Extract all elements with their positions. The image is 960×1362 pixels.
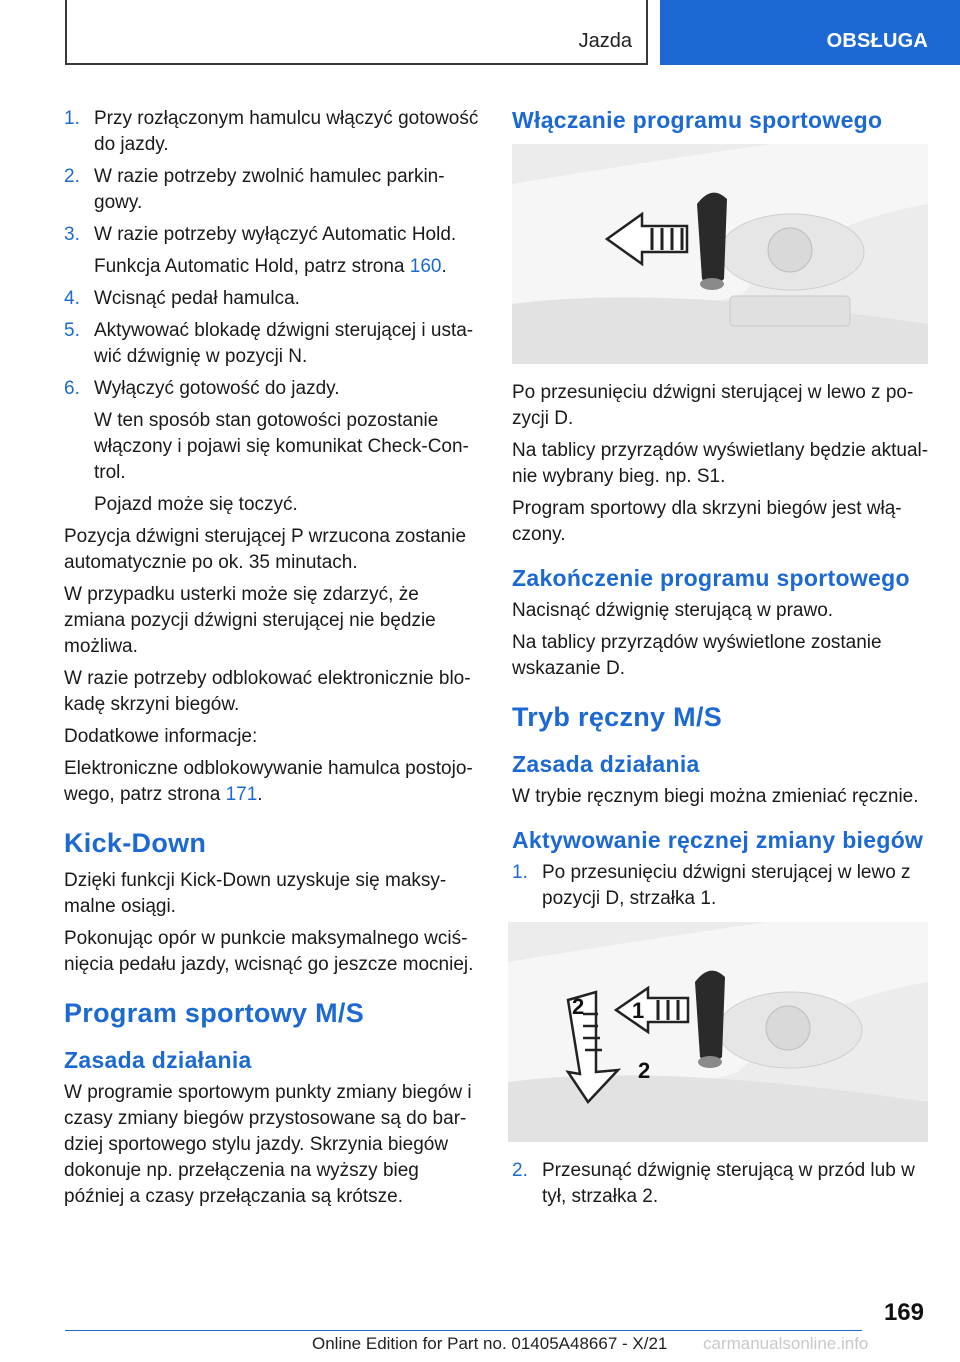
step-note: Pojazd może się toczyć.: [94, 494, 298, 515]
step-number: 5.: [64, 320, 80, 341]
paragraph: [64, 756, 482, 808]
paragraph: Pokonując opór w punkcie maksymalnego wciś‐nięcia pedału jazdy, wcisnąć go jeszcze mocniej.: [64, 928, 474, 975]
step-number: 6.: [64, 378, 80, 399]
arrow-label-2a: 2: [572, 994, 585, 1019]
paragraph: Dzięki funkcji Kick-Down uzyskuje się maksy‐malne osiągi.: [64, 870, 447, 917]
page-link-160[interactable]: 160: [409, 256, 442, 277]
heading-activate-sport: Włączanie programu sportowego: [512, 107, 883, 133]
paragraph: W razie potrzeby odblokować elektronicznie blo‐kadę skrzyni biegów.: [64, 668, 471, 715]
step-item: [64, 222, 482, 248]
page-link-171[interactable]: 171: [225, 784, 258, 805]
step-text: W razie potrzeby zwolnić hamulec parkin‐gowy.: [94, 166, 445, 213]
subheading-principle: Zasada działania: [64, 1047, 252, 1073]
step-number: 3.: [64, 224, 80, 245]
page-number: 169: [883, 1299, 924, 1326]
heading-manual-mode: Tryb ręczny M/S: [512, 702, 723, 732]
step-text: Przy rozłączonym hamulcu włączyć gotowość do jazdy.: [94, 108, 479, 155]
left-column: [64, 106, 482, 1216]
paragraph: W programie sportowym punkty zmiany biegów i czasy zmiany biegów przystosowane są do bar‐dziej sportowego stylu jazdy. Skrzynia biegów dokonuje np. przełączenia na wyższy bieg później a czasy przełączania są krótsze.: [64, 1082, 472, 1207]
footer-rule: [65, 1330, 862, 1331]
paragraph: Na tablicy przyrządów wyświetlone zostanie wskazanie D.: [512, 632, 882, 679]
paragraph: Na tablicy przyrządów wyświetlany będzie aktual‐nie wybrany bieg. np. S1.: [512, 440, 929, 487]
arrow-label-1: 1: [632, 998, 645, 1023]
step-item: [512, 1158, 930, 1210]
chapter-tab[interactable]: [660, 0, 960, 65]
arrow-label-2b: 2: [638, 1058, 651, 1083]
gear-selector-photo-1: [512, 144, 928, 364]
step-text: Po przesunięciu dźwigni sterującej w lewo z pozycji D, strzałka 1.: [542, 862, 911, 909]
step-note: W ten sposób stan gotowości pozostanie włączony i pojawi się komunikat Check-Con‐trol.: [94, 410, 469, 483]
section-title: Jazda: [578, 30, 632, 52]
paragraph: Program sportowy dla skrzyni biegów jest włą‐czony.: [512, 498, 902, 545]
header-frame: [65, 0, 648, 65]
step-text: Przesunąć dźwignię sterującą w przód lub w tył, strzałka 2.: [542, 1160, 915, 1207]
step-text: Wyłączyć gotowość do jazdy.: [94, 378, 340, 399]
paragraph: Nacisnąć dźwignię sterującą w prawo.: [512, 600, 834, 621]
watermark: carmanualsonline.info: [703, 1334, 869, 1353]
subheading-principle: Zasada działania: [512, 751, 700, 777]
step-text: W razie potrzeby wyłączyć Automatic Hold.: [94, 224, 457, 245]
gear-selector-photo-2: [508, 922, 928, 1142]
step-number: 1.: [64, 108, 80, 129]
step-item: [64, 376, 482, 402]
gear-selector-manual-illustration: [508, 922, 928, 1142]
heading-kickdown: Kick-Down: [64, 828, 207, 858]
gear-selector-illustration: [512, 144, 928, 364]
step-number: 2.: [64, 166, 80, 187]
right-column: [512, 106, 930, 1216]
paragraph-punct: .: [257, 784, 263, 805]
edition-note: Online Edition for Part no. 01405A48667 - X/21: [312, 1334, 668, 1353]
subheading-activate-manual: Aktywowanie ręcznej zmiany biegów: [512, 827, 924, 853]
heading-end-sport: Zakończenie programu sportowego: [512, 565, 910, 591]
step-item: [64, 106, 482, 158]
paragraph: W trybie ręcznym biegi można zmieniać ręcznie.: [512, 786, 919, 807]
step-item: [512, 860, 930, 912]
step-text: Aktywować blokadę dźwigni sterującej i usta‐wić dźwignię w pozycji N.: [94, 320, 474, 367]
paragraph: Pozycja dźwigni sterującej P wrzucona zostanie automatycznie po ok. 35 minutach.: [64, 526, 467, 573]
step-item: [64, 286, 482, 312]
paragraph: Po przesunięciu dźwigni sterującej w lewo z po‐zycji D.: [512, 382, 914, 429]
step-item: [64, 318, 482, 370]
step-number: 4.: [64, 288, 80, 309]
note-text: Funkcja Automatic Hold, patrz strona: [94, 256, 410, 277]
step-text: Wcisnąć pedał hamulca.: [94, 288, 300, 309]
paragraph: Dodatkowe informacje:: [64, 726, 258, 747]
step-number: 2.: [512, 1160, 528, 1181]
chapter-tab-label: OBSŁUGA: [826, 30, 928, 52]
step-note: [64, 254, 482, 280]
paragraph-text: Elektroniczne odblokowywanie hamulca postojo‐wego, patrz strona: [64, 758, 473, 805]
step-item: [64, 164, 482, 216]
step-number: 1.: [512, 862, 528, 883]
heading-sport-program: Program sportowy M/S: [64, 998, 365, 1028]
note-punct: .: [441, 256, 447, 277]
paragraph: W przypadku usterki może się zdarzyć, że zmiana pozycji dźwigni sterującej nie będzie możliwa.: [64, 584, 436, 657]
